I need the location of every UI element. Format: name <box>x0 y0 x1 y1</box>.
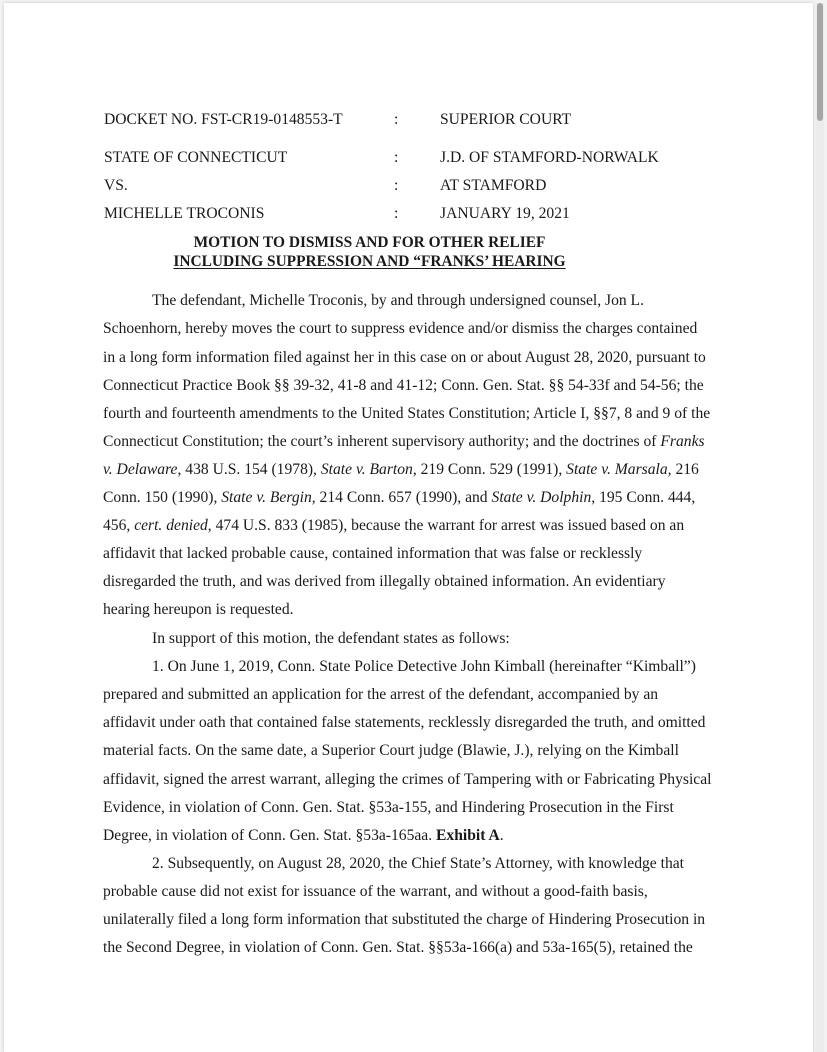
para1-line-5: affidavit, signed the arrest warrant, alleging the crimes of Tampering with or Fabricating Physical <box>103 771 712 788</box>
caption-row-state <box>104 148 744 168</box>
motion-title-line-2 <box>4 251 735 272</box>
para1-line-6: Evidence, in violation of Conn. Gen. Stat. §53a-155, and Hindering Prosecution in the First <box>103 799 674 816</box>
para2-line-2: probable cause did not exist for issuance of the warrant, and without a good-faith basis, <box>103 883 648 900</box>
case-name-bergin: State v. Bergin, <box>221 489 316 506</box>
scrollbar-thumb[interactable] <box>817 3 823 121</box>
caption-separator: : <box>394 149 399 166</box>
caption-row-defendant <box>104 204 744 224</box>
case-name-delaware: v. Delaware <box>103 461 178 478</box>
caption-separator: : <box>394 205 399 222</box>
para1-line-1: 1. On June 1, 2019, Conn. State Police Detective John Kimball (hereinafter “Kimball”) <box>152 658 696 675</box>
text-run: 216 <box>671 461 699 478</box>
defendant-name: MICHELLE TROCONIS <box>104 205 265 222</box>
exhibit-reference: Exhibit A <box>436 827 500 844</box>
court-location: AT STAMFORD <box>440 177 547 194</box>
motion-title-line-1: MOTION TO DISMISS AND FOR OTHER RELIEF <box>193 234 546 251</box>
text-run: Conn. 150 (1990), <box>103 489 222 506</box>
case-name-dolphin: State v. Dolphin <box>491 489 592 506</box>
intro-line-8 <box>103 488 695 508</box>
case-name-barton: State v. Barton <box>320 461 413 478</box>
text-run: 456, <box>103 517 135 534</box>
text-run: , 438 U.S. 154 (1978), <box>177 461 321 478</box>
versus-label: VS. <box>104 177 128 194</box>
docket-number: DOCKET NO. FST-CR19-0148553-T <box>104 111 343 128</box>
intro-line-7 <box>103 460 699 480</box>
para1-line-7 <box>103 826 504 846</box>
intro-line-9 <box>103 516 684 536</box>
intro-line-11: disregarded the truth, and was derived from illegally obtained information. An evidentiary <box>103 573 666 590</box>
para1-line-4: material facts. On the same date, a Superior Court judge (Blawie, J.), relying on the Kimball <box>103 742 679 759</box>
text-run: Connecticut Constitution; the court’s inherent supervisory authority; and the doctrines of <box>103 433 661 450</box>
caption-row-docket <box>104 110 744 130</box>
judicial-district: J.D. OF STAMFORD-NORWALK <box>440 149 659 166</box>
intro-line-5: fourth and fourteenth amendments to the United States Constitution; Article I, §§7, 8 and 9 of the <box>103 405 711 422</box>
intro-line-4: Connecticut Practice Book §§ 39-32, 41-8 and 41-12; Conn. Gen. Stat. §§ 54-33f and 54-56; the <box>103 377 704 394</box>
text-run: 214 Conn. 657 (1990), and <box>315 489 492 506</box>
motion-title-line-2-text: INCLUDING SUPPRESSION AND “FRANKS’ HEARING <box>173 253 566 270</box>
caption-separator: : <box>394 111 399 128</box>
text-run: , 195 Conn. 444, <box>591 489 696 506</box>
text-run: . <box>499 827 504 844</box>
caption-separator: : <box>394 177 399 194</box>
text-run: , 219 Conn. 529 (1991), <box>412 461 567 478</box>
intro-line-3: in a long form information filed against her in this case on or about August 28, 2020, pursuant to <box>103 349 706 366</box>
para1-line-2: prepared and submitted an application for the arrest of the defendant, accompanied by an <box>103 686 659 703</box>
para1-line-3: affidavit under oath that contained false statements, recklessly disregarded the truth, and omitted <box>103 714 706 731</box>
intro-line-2: Schoenhorn, hereby moves the court to suppress evidence and/or dismiss the charges contained <box>103 320 698 337</box>
case-name-franks: Franks <box>660 433 705 450</box>
intro-line-10: affidavit that lacked probable cause, contained information that was false or recklessly <box>103 545 643 562</box>
document-page <box>4 3 813 1052</box>
text-run: , 474 U.S. 833 (1985), because the warrant for arrest was issued based on an <box>207 517 685 534</box>
intro-line-6 <box>103 432 705 452</box>
vertical-scrollbar[interactable] <box>816 3 824 1052</box>
intro-line-1: The defendant, Michelle Troconis, by and through undersigned counsel, Jon L. <box>152 292 644 309</box>
para2-line-4: the Second Degree, in violation of Conn. Gen. Stat. §§53a-166(a) and 53a-165(5), retained the <box>103 939 693 956</box>
para2-line-3: unilaterally filed a long form information that substituted the charge of Hindering Prosecution in <box>103 911 706 928</box>
text-run: Degree, in violation of Conn. Gen. Stat. §53a-165aa. <box>103 827 437 844</box>
plaintiff-name: STATE OF CONNECTICUT <box>104 149 288 166</box>
cert-denied: cert. denied <box>134 517 208 534</box>
intro-line-12: hearing hereupon is requested. <box>103 601 294 618</box>
caption-row-vs <box>104 176 744 196</box>
court-name: SUPERIOR COURT <box>440 111 572 128</box>
support-line: In support of this motion, the defendant states as follows: <box>152 630 510 647</box>
filing-date: JANUARY 19, 2021 <box>440 205 570 222</box>
case-name-marsala: State v. Marsala, <box>566 461 672 478</box>
para2-line-1: 2. Subsequently, on August 28, 2020, the Chief State’s Attorney, with knowledge that <box>152 855 685 872</box>
